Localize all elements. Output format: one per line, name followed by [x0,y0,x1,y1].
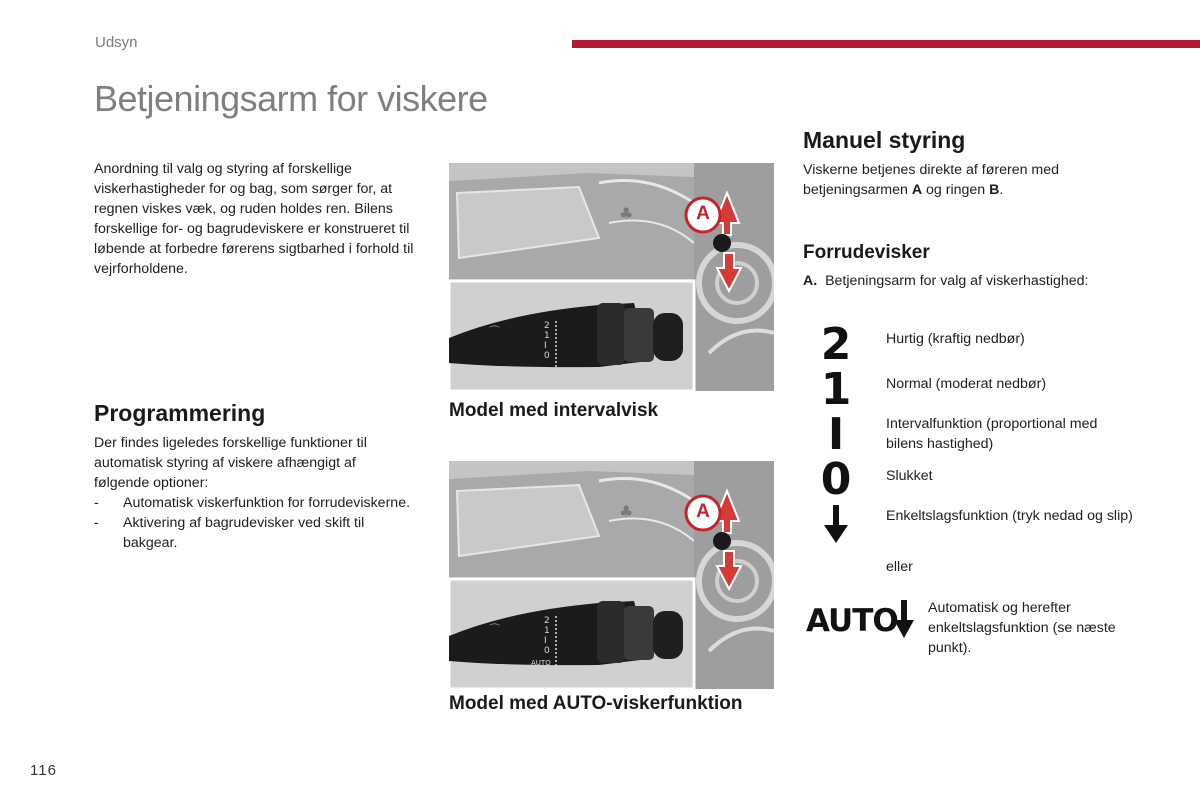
illustration-caption-interval: Model med intervalvisk [449,400,659,421]
mode-symbol-2: 2 [820,319,852,370]
auto-arrow-down-icon [893,600,915,645]
list-item-text: Aktivering af bagrudevisker ved skift til bakgear. [123,515,365,551]
callout-a-label: A [696,203,710,224]
item-text: Betjeningsarm for valg af viskerhastighed: [825,273,1089,289]
item-ref: A. [803,273,818,289]
manuel-text-part: . [999,182,1004,198]
programmering-paragraph: Der findes ligeledes forskellige funktioner til automatisk styring af viskere afhængigt af følgende optioner: [94,435,367,491]
page-number: 116 [30,762,57,779]
svg-text:2: 2 [544,616,550,626]
svg-text:1: 1 [544,331,550,341]
programmering-heading: Programmering [94,400,266,426]
list-item [94,513,414,553]
bullet-dash: - [94,495,99,511]
mode-label-interval: Intervalfunktion (proportional med bilens hastighed) [886,416,1098,452]
svg-text:2: 2 [544,321,550,331]
manuel-text-part: og ringen [922,182,990,198]
svg-text:I: I [544,636,547,646]
mode-label-off: Slukket [886,468,933,484]
mode-label-single-stroke: Enkeltslagsfunktion (tryk nedad og slip) [886,508,1133,524]
arrow-down-icon [822,505,850,550]
intro-paragraph: Anordning til valg og styring af forskellige viskerhastigheder for og bag, som sørger for, at regnen viskes væk, og ruden holdes ren. Bilens forskellige for- og bagrudeviskere er konstrueret til løbende at forbedre førerens sigtbarhed i forhold til vejrforholdene. [94,161,414,277]
wiper-stalk-illustration-auto [449,461,774,689]
svg-text:♣: ♣ [619,502,634,521]
mode-label-fast: Hurtig (kraftig nedbør) [886,331,1025,347]
programmering-list [94,493,414,553]
programmering-body [94,433,414,553]
mode-symbol-interval: I [827,409,845,460]
wiper-stalk-illustration-interval [449,163,774,391]
svg-text:♣: ♣ [619,204,634,223]
svg-text:AUTO: AUTO [531,659,551,667]
manuel-text-part: Viskerne betjenes direkte af føreren med betjeningsarmen [803,162,1060,198]
forrudevisker-item [803,271,1133,291]
list-item-text: Automatisk viskerfunktion for forrudeviskerne. [123,495,411,511]
svg-text:⌒: ⌒ [489,325,500,338]
ref-a: A [911,182,923,198]
callout-a-label: A [696,501,710,522]
auto-symbol: AUTO [806,603,898,639]
manuel-styring-heading: Manuel styring [803,127,966,153]
bullet-dash: - [94,515,99,531]
svg-text:⌒: ⌒ [489,623,500,636]
svg-text:1: 1 [544,626,550,636]
mode-label-normal: Normal (moderat nedbør) [886,376,1047,392]
svg-text:I: I [544,341,547,351]
ref-b: B [989,182,1000,198]
list-item [94,493,414,513]
illustration-caption-auto: Model med AUTO-viskerfunktion [449,693,743,714]
forrudevisker-heading: Forrudevisker [803,242,930,263]
section-accent-bar [572,40,1200,48]
manuel-styring-paragraph [803,160,1123,200]
or-text: eller [886,559,913,575]
svg-text:0: 0 [544,646,550,656]
page-title: Betjeningsarm for viskere [94,78,488,119]
section-label: Udsyn [95,34,138,51]
mode-label-auto: Automatisk og herefter enkeltslagsfunktion (se næste punkt). [928,600,1116,656]
svg-text:0: 0 [544,351,550,361]
mode-symbol-0: 0 [820,454,852,505]
mode-symbol-1: 1 [820,364,852,415]
